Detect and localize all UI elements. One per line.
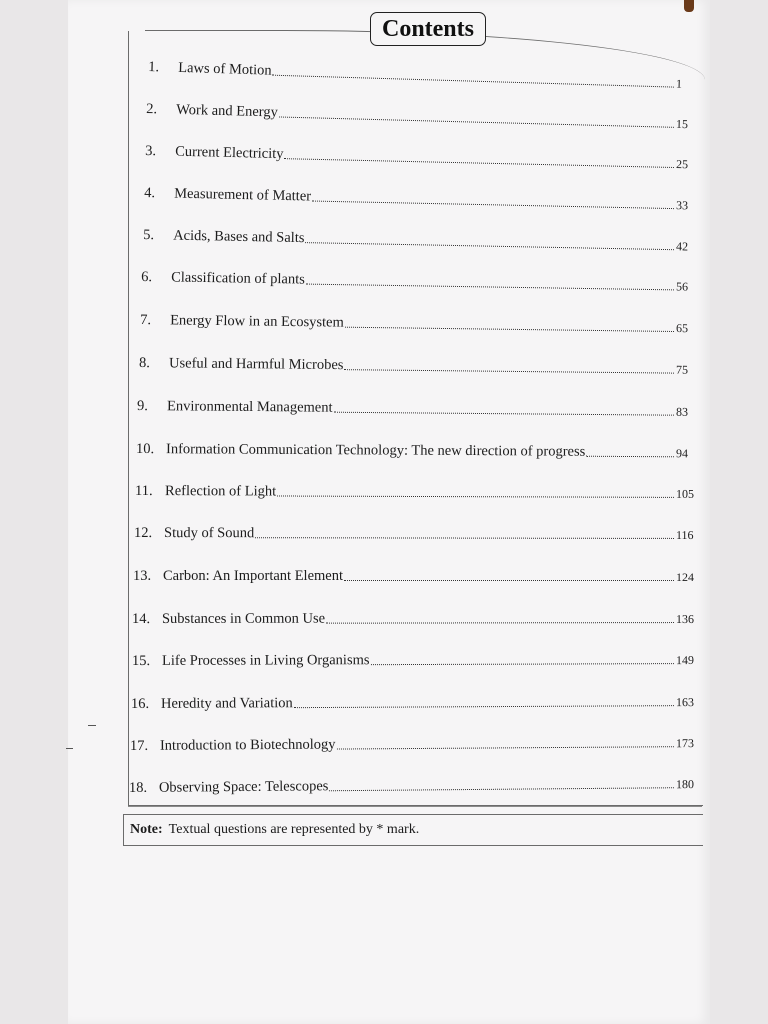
toc-entry-page: 15	[675, 116, 689, 132]
toc-entry[interactable]	[130, 727, 696, 755]
toc-leader-dots	[306, 284, 674, 291]
toc-entry-title: Current Electricity	[175, 143, 284, 163]
toc-leader-dots	[277, 495, 674, 497]
toc-leader-dots	[586, 456, 674, 458]
toc-entry-number: 18.	[128, 779, 148, 797]
toc-entry-number: 8.	[139, 355, 151, 372]
toc-entry-title: Classification of plants	[171, 269, 305, 288]
note-text: Textual questions are represented by * mark.	[168, 822, 420, 837]
toc-leader-dots	[337, 746, 674, 749]
toc-entry-page: 180	[675, 777, 694, 792]
toc-entry-page: 94	[675, 446, 689, 461]
toc-leader-dots	[371, 663, 674, 665]
page-title: Contents	[370, 12, 486, 46]
toc-entry-title: Measurement of Matter	[174, 185, 312, 205]
note-box	[123, 814, 703, 846]
toc-entry-number: 7.	[140, 312, 152, 329]
toc-entry-title: Life Processes in Living Organisms	[161, 652, 370, 669]
toc-entry-number: 15.	[131, 652, 151, 669]
toc-entry-page: 1	[675, 76, 683, 91]
toc-entry-title: Study of Sound	[164, 525, 255, 542]
toc-entry-number: 11.	[135, 483, 153, 500]
toc-entry-title: Reflection of Light	[165, 483, 277, 500]
toc-entry-page: 25	[675, 157, 689, 172]
toc-entry-title: Energy Flow in an Ecosystem	[170, 312, 344, 331]
toc-entry-number: 6.	[141, 269, 153, 286]
toc-leader-dots	[334, 412, 674, 416]
toc-entry-page: 105	[676, 486, 695, 501]
toc-entry-page: 149	[675, 653, 694, 668]
toc-entry-number: 17.	[129, 737, 149, 754]
toc-leader-dots	[344, 369, 674, 373]
toc-entry[interactable]	[137, 391, 696, 420]
toc-entry-number: 9.	[137, 398, 149, 415]
toc-entry-number: 13.	[133, 568, 152, 584]
toc-leader-dots	[344, 580, 674, 581]
toc-entry-page: 42	[675, 239, 689, 254]
toc-entry-number: 3.	[145, 143, 157, 160]
toc-entry-title: Work and Energy	[176, 101, 279, 121]
toc-entry[interactable]	[135, 476, 696, 502]
toc-leader-dots	[294, 705, 674, 708]
toc-entry-number: 5.	[143, 227, 155, 244]
toc-leader-dots	[345, 327, 674, 332]
toc-entry-title: Observing Space: Telescopes	[158, 778, 329, 796]
toc-entry-title: Acids, Bases and Salts	[173, 227, 305, 247]
toc-entry-page: 136	[675, 612, 694, 627]
toc-entry-page: 56	[675, 279, 689, 294]
contents-frame-bottom	[128, 806, 702, 807]
toc-entry-number: 2.	[146, 101, 158, 118]
toc-entry[interactable]	[133, 561, 696, 585]
toc-entry-number: 10.	[136, 441, 155, 458]
toc-entry-title: Introduction to Biotechnology	[159, 736, 336, 754]
toc-entry-title: Carbon: An Important Element	[163, 568, 344, 584]
toc-entry-title: Laws of Motion	[178, 59, 272, 79]
toc-entry[interactable]	[132, 603, 696, 628]
toc-leader-dots	[255, 537, 674, 539]
page-corner-mark	[684, 0, 694, 12]
toc-entry-page: 173	[675, 736, 694, 751]
toc-entry-title: Substances in Common Use	[161, 610, 326, 627]
toc-entry-page: 75	[675, 362, 689, 377]
margin-mark-1	[88, 725, 96, 726]
toc-entry-number: 16.	[130, 695, 150, 712]
margin-mark-2	[66, 748, 73, 749]
toc-entry-number: 1.	[148, 59, 160, 76]
toc-entry-title: Useful and Harmful Microbes	[169, 355, 344, 374]
toc-entry[interactable]	[129, 768, 696, 797]
toc-entry-title: Environmental Management	[167, 398, 333, 416]
toc-entry-page: 124	[676, 570, 694, 584]
toc-entry-page: 33	[675, 198, 689, 213]
toc-entry[interactable]	[131, 686, 696, 713]
toc-entry-number: 12.	[134, 525, 153, 542]
note-label: Note:	[130, 822, 163, 837]
toc-entry-number: 14.	[131, 610, 151, 627]
toc-entry-title: Heredity and Variation	[160, 695, 293, 712]
toc-entry[interactable]	[134, 518, 696, 543]
toc-entry-page: 65	[675, 321, 689, 336]
toc-entry[interactable]	[136, 434, 696, 461]
toc-entry-page: 163	[675, 695, 694, 710]
toc-leader-dots	[329, 787, 674, 791]
toc-entry-page: 116	[676, 527, 694, 542]
toc-entry[interactable]	[132, 644, 696, 670]
toc-entry-page: 83	[675, 404, 689, 419]
toc-entry-title: Information Communication Technology: The new direction of progress	[166, 441, 586, 460]
toc-leader-dots	[326, 622, 674, 624]
toc-entry-number: 4.	[144, 185, 156, 202]
